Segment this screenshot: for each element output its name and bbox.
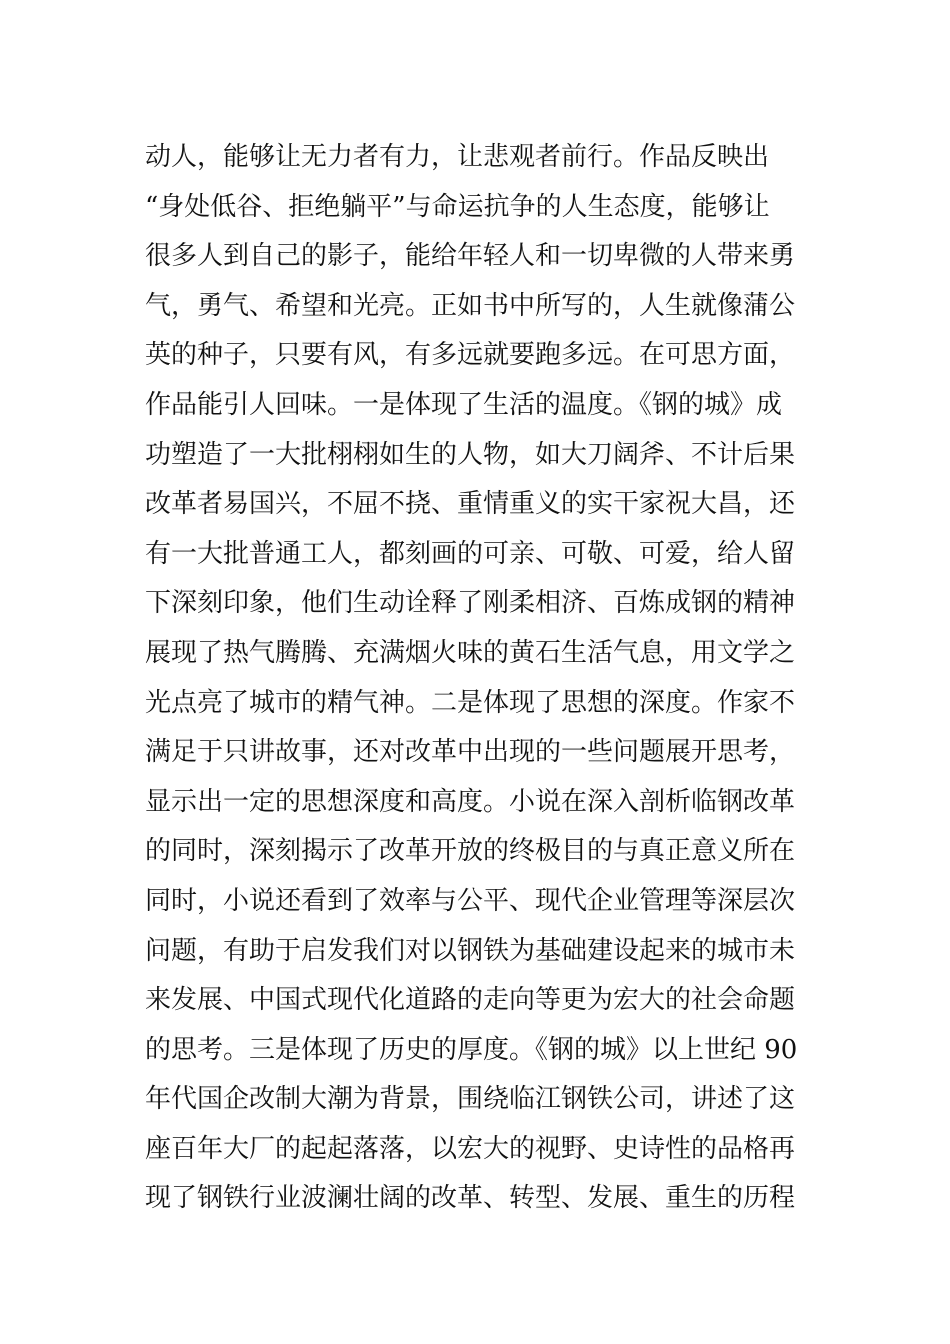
text-line-5: 英的种子，只要有风，有多远就要跑多远。在可思方面， <box>145 340 796 371</box>
text-line-3: 很多人到自己的影子，能给年轻人和一切卑微的人带来勇 <box>145 241 796 272</box>
text-line-20: 年代国企改制大潮为背景，围绕临江钢铁公司，讲述了这 <box>145 1084 796 1115</box>
text-line-15: 的同时，深刻揭示了改革开放的终极目的与真正意义所在 <box>145 836 796 867</box>
text-line-8: 改革者易国兴，不屈不挠、重情重义的实干家祝大昌，还 <box>145 489 796 520</box>
text-line-22: 现了钢铁行业波澜壮阔的改革、转型、发展、重生的历程 <box>145 1183 796 1214</box>
text-line-11: 展现了热气腾腾、充满烟火味的黄石生活气息，用文学之 <box>145 637 796 668</box>
text-line-18: 来发展、中国式现代化道路的走向等更为宏大的社会命题 <box>145 985 796 1016</box>
text-line-7: 功塑造了一大批栩栩如生的人物，如大刀阔斧、不计后果 <box>145 439 796 470</box>
text-line-1: 动人，能够让无力者有力，让悲观者前行。作品反映出 <box>145 142 770 172</box>
text-line-17: 问题，有助于启发我们对以钢铁为基础建设起来的城市未 <box>145 935 796 966</box>
text-line-16: 同时，小说还看到了效率与公平、现代企业管理等深层次 <box>145 885 796 916</box>
text-line-19: 的思考。三是体现了历史的厚度。《钢的城》以上世纪 90 <box>145 1034 798 1065</box>
text-line-21: 座百年大厂的起起落落，以宏大的视野、史诗性的品格再 <box>145 1133 796 1164</box>
text-line-12: 光点亮了城市的精气神。二是体现了思想的深度。作家不 <box>145 687 796 718</box>
text-line-2: “身处低谷、拒绝躺平”与命运抗争的人生态度，能够让 <box>145 191 770 222</box>
text-line-4: 气，勇气、希望和光亮。正如书中所写的，人生就像蒲公 <box>145 290 796 321</box>
text-line-14: 显示出一定的思想深度和高度。小说在深入剖析临钢改革 <box>145 786 796 817</box>
text-line-10: 下深刻印象，他们生动诠释了刚柔相济、百炼成钢的精神 <box>145 588 796 619</box>
text-line-9: 有一大批普通工人，都刻画的可亲、可敬、可爱，给人留 <box>145 538 796 569</box>
body-text <box>145 133 815 1224</box>
text-line-13: 满足于只讲故事，还对改革中出现的一些问题展开思考， <box>145 737 796 768</box>
text-line-6: 作品能引人回味。一是体现了生活的温度。《钢的城》成 <box>145 389 783 420</box>
